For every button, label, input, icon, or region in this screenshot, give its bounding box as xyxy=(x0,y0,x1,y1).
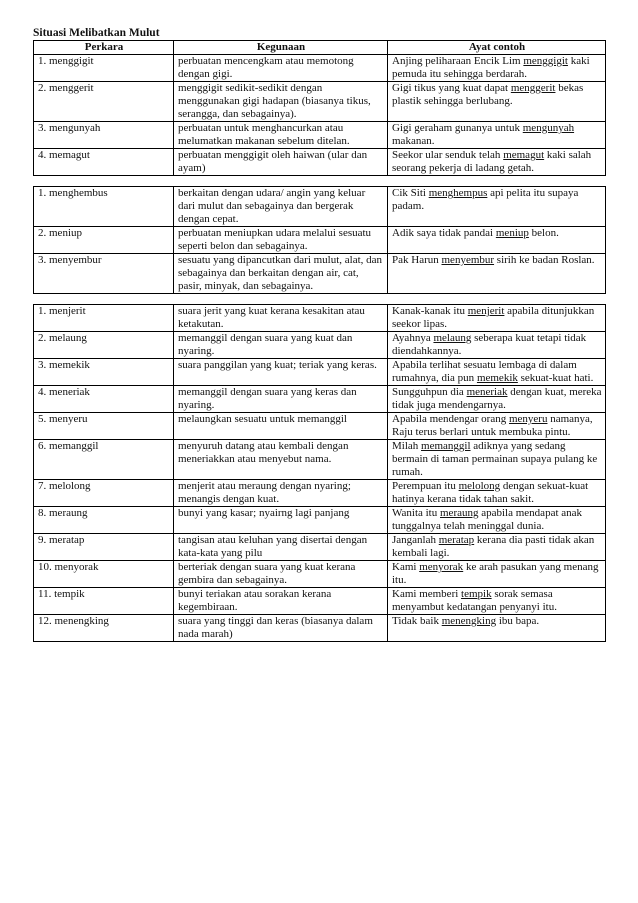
cell-ayat-contoh xyxy=(388,227,606,254)
example-text-after: seberapa kuat tetapi tidak diendahkannya. xyxy=(392,332,587,357)
example-text-before: Wanita itu xyxy=(392,507,440,519)
example-text-after: namanya, Raju terus berlari untuk membuka pintu. xyxy=(392,413,593,438)
cell-perkara: 5. menyeru xyxy=(34,413,174,440)
header-perkara: Perkara xyxy=(34,41,174,55)
table-row xyxy=(34,386,606,413)
table-row xyxy=(34,254,606,294)
example-text-after: adiknya yang sedang bermain di taman permainan supaya pulang ke rumah. xyxy=(392,440,598,478)
cell-ayat-contoh xyxy=(388,187,606,227)
example-keyword: menggerit xyxy=(510,82,556,94)
table-row xyxy=(34,413,606,440)
example-text-after: apabila ditunjukkan seekor lipas. xyxy=(392,305,595,330)
section-gap xyxy=(34,294,606,305)
example-text-after: ke arah pasukan yang menang itu. xyxy=(392,561,599,586)
cell-ayat-contoh xyxy=(388,615,606,642)
cell-ayat-contoh xyxy=(388,305,606,332)
table-row xyxy=(34,122,606,149)
table-row xyxy=(34,615,606,642)
table-row xyxy=(34,149,606,176)
example-keyword: meneriak xyxy=(466,386,508,398)
cell-ayat-contoh xyxy=(388,332,606,359)
example-text-after: sekuat-kuat hati. xyxy=(517,372,594,384)
example-keyword: memanggil xyxy=(421,440,471,452)
cell-perkara: 2. menggerit xyxy=(34,82,174,122)
example-text-before: Perempuan itu xyxy=(392,480,459,492)
cell-kegunaan: memanggil dengan suara yang kuat dan nyaring. xyxy=(174,332,388,359)
example-text-after: dengan kuat, mereka tidak juga mendengarnya. xyxy=(392,386,602,411)
example-keyword: menyembur xyxy=(441,254,495,266)
cell-ayat-contoh xyxy=(388,440,606,480)
table-row xyxy=(34,507,606,534)
example-text-before: Anjing peliharaan Encik Lim xyxy=(392,55,524,67)
table-row xyxy=(34,480,606,507)
table-row xyxy=(34,440,606,480)
cell-kegunaan: melaungkan sesuatu untuk memanggil xyxy=(174,413,388,440)
example-text-after: bekas plastik sehingga berlubang. xyxy=(392,82,584,107)
cell-perkara: 12. menengking xyxy=(34,615,174,642)
cell-kegunaan: perbuatan mencengkam atau memotong dengan gigi. xyxy=(174,55,388,82)
cell-kegunaan: menjerit atau meraung dengan nyaring; menangis dengan kuat. xyxy=(174,480,388,507)
cell-ayat-contoh xyxy=(388,82,606,122)
example-text-before: Gigi tikus yang kuat dapat xyxy=(392,82,511,94)
example-keyword: melolong xyxy=(458,480,501,492)
example-keyword: mengunyah xyxy=(522,122,575,134)
cell-kegunaan: perbuatan menggigit oleh haiwan (ular dan ayam) xyxy=(174,149,388,176)
cell-kegunaan: menyuruh datang atau kembali dengan meneriakkan atau menyebut nama. xyxy=(174,440,388,480)
document-page xyxy=(33,26,605,642)
cell-kegunaan: sesuatu yang dipancutkan dari mulut, alat, dan sebagainya dan berkaitan dengan air, cat, pasir, minyak, dan sebagainya. xyxy=(174,254,388,294)
cell-ayat-contoh xyxy=(388,122,606,149)
table-row xyxy=(34,227,606,254)
cell-perkara: 7. melolong xyxy=(34,480,174,507)
example-text-before: Tidak baik xyxy=(392,615,442,627)
example-text-after: api pelita itu supaya padam. xyxy=(392,187,579,212)
table-body xyxy=(34,55,606,642)
cell-ayat-contoh xyxy=(388,413,606,440)
table-row xyxy=(34,359,606,386)
cell-perkara: 3. mengunyah xyxy=(34,122,174,149)
cell-ayat-contoh xyxy=(388,507,606,534)
example-text-before: Adik saya tidak pandai xyxy=(392,227,496,239)
cell-kegunaan: perbuatan meniupkan udara melalui sesuatu seperti belon dan sebagainya. xyxy=(174,227,388,254)
cell-perkara: 1. menghembus xyxy=(34,187,174,227)
cell-kegunaan: menggigit sedikit-sedikit dengan menggunakan gigi hadapan (biasanya tikus, serangga, dan sebagainya). xyxy=(174,82,388,122)
cell-perkara: 4. meneriak xyxy=(34,386,174,413)
cell-perkara: 4. memagut xyxy=(34,149,174,176)
example-text-before: Janganlah xyxy=(392,534,439,546)
cell-perkara: 8. meraung xyxy=(34,507,174,534)
example-text-after: sorak semasa menyambut kedatangan penyanyi itu. xyxy=(392,588,557,613)
cell-perkara: 1. menjerit xyxy=(34,305,174,332)
example-keyword: meraung xyxy=(440,507,479,519)
cell-kegunaan: tangisan atau keluhan yang disertai dengan kata-kata yang pilu xyxy=(174,534,388,561)
cell-ayat-contoh xyxy=(388,386,606,413)
example-keyword: menggigit xyxy=(523,55,568,67)
example-keyword: meniup xyxy=(495,227,529,239)
table-row xyxy=(34,534,606,561)
cell-kegunaan: berkaitan dengan udara/ angin yang keluar dari mulut dan sebagainya dan bergerak dengan cepat. xyxy=(174,187,388,227)
example-text-after: makanan. xyxy=(392,135,435,147)
example-text-after: apabila mendapat anak tunggalnya telah meninggal dunia. xyxy=(392,507,583,532)
cell-perkara: 2. melaung xyxy=(34,332,174,359)
example-text-before: Apabila terlihat sesuatu lembaga di dalam rumahnya, dia pun xyxy=(392,359,577,384)
cell-perkara: 3. memekik xyxy=(34,359,174,386)
cell-ayat-contoh xyxy=(388,561,606,588)
cell-ayat-contoh xyxy=(388,149,606,176)
example-keyword: memagut xyxy=(503,149,545,161)
example-text-before: Apabila mendengar orang xyxy=(392,413,509,425)
cell-kegunaan: berteriak dengan suara yang kuat kerana gembira dan sebagainya. xyxy=(174,561,388,588)
cell-perkara: 6. memanggil xyxy=(34,440,174,480)
cell-ayat-contoh xyxy=(388,254,606,294)
example-keyword: menghempus xyxy=(428,187,488,199)
example-text-after: kaki salah seorang pekerja di ladang getah. xyxy=(392,149,592,174)
section-gap xyxy=(34,176,606,187)
example-text-after: kaki pemuda itu sehingga berdarah. xyxy=(392,55,590,80)
cell-perkara: 2. meniup xyxy=(34,227,174,254)
example-text-before: Kami xyxy=(392,561,420,573)
table-row xyxy=(34,561,606,588)
example-keyword: melaung xyxy=(433,332,472,344)
example-text-before: Milah xyxy=(392,440,422,452)
table-row xyxy=(34,588,606,615)
cell-ayat-contoh xyxy=(388,534,606,561)
example-text-after: sirih ke badan Roslan. xyxy=(494,254,595,266)
example-text-after: ibu bapa. xyxy=(496,615,540,627)
cell-ayat-contoh xyxy=(388,588,606,615)
example-text-before: Gigi geraham gunanya untuk xyxy=(392,122,523,134)
cell-kegunaan: memanggil dengan suara yang keras dan nyaring. xyxy=(174,386,388,413)
cell-kegunaan: perbuatan untuk menghancurkan atau melumatkan makanan sebelum ditelan. xyxy=(174,122,388,149)
section-gap-cell xyxy=(34,294,606,305)
cell-kegunaan: suara panggilan yang kuat; teriak yang keras. xyxy=(174,359,388,386)
example-text-after: belon. xyxy=(528,227,559,239)
example-keyword: menyorak xyxy=(419,561,464,573)
example-text-before: Seekor ular senduk telah xyxy=(392,149,504,161)
cell-perkara: 1. menggigit xyxy=(34,55,174,82)
example-text-before: Kami memberi xyxy=(392,588,462,600)
example-keyword: menyeru xyxy=(508,413,548,425)
cell-perkara: 11. tempik xyxy=(34,588,174,615)
cell-ayat-contoh xyxy=(388,480,606,507)
cell-perkara: 10. menyorak xyxy=(34,561,174,588)
example-text-after: kerana dia pasti tidak akan kembali lagi. xyxy=(392,534,595,559)
example-text-before: Kanak-kanak itu xyxy=(392,305,468,317)
example-keyword: menjerit xyxy=(467,305,505,317)
section-gap-cell xyxy=(34,176,606,187)
example-keyword: memekik xyxy=(476,372,518,384)
cell-kegunaan: suara jerit yang kuat kerana kesakitan atau ketakutan. xyxy=(174,305,388,332)
cell-ayat-contoh xyxy=(388,359,606,386)
header-ayat-contoh: Ayat contoh xyxy=(388,41,606,55)
example-text-after: dengan sekuat-kuat hatinya kerana tidak tahan sakit. xyxy=(392,480,589,505)
example-text-before: Pak Harun xyxy=(392,254,442,266)
cell-ayat-contoh xyxy=(388,55,606,82)
cell-kegunaan: bunyi teriakan atau sorakan kerana kegembiraan. xyxy=(174,588,388,615)
cell-kegunaan: suara yang tinggi dan keras (biasanya dalam nada marah) xyxy=(174,615,388,642)
document-title: Situasi Melibatkan Mulut xyxy=(33,27,160,39)
example-text-before: Sungguhpun dia xyxy=(392,386,467,398)
table-header-row xyxy=(34,41,606,55)
header-kegunaan: Kegunaan xyxy=(174,41,388,55)
cell-perkara: 9. meratap xyxy=(34,534,174,561)
table-row xyxy=(34,82,606,122)
example-keyword: meratap xyxy=(438,534,475,546)
cell-perkara: 3. menyembur xyxy=(34,254,174,294)
vocabulary-table xyxy=(33,40,606,642)
table-row xyxy=(34,332,606,359)
table-row xyxy=(34,55,606,82)
table-row xyxy=(34,187,606,227)
cell-kegunaan: bunyi yang kasar; nyairng lagi panjang xyxy=(174,507,388,534)
example-keyword: menengking xyxy=(441,615,497,627)
example-text-before: Ayahnya xyxy=(392,332,434,344)
table-row xyxy=(34,305,606,332)
example-text-before: Cik Siti xyxy=(392,187,429,199)
example-keyword: tempik xyxy=(461,588,492,600)
